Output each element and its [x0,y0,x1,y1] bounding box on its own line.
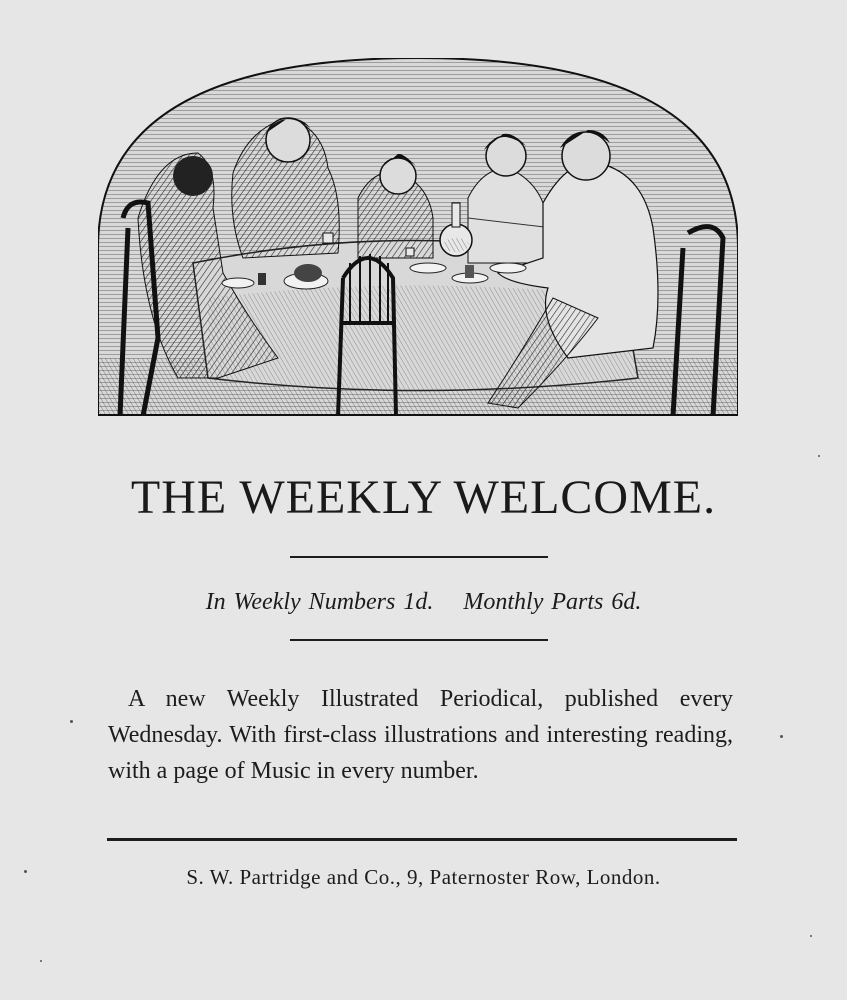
paper-speck [40,960,42,962]
periodical-title: THE WEEKLY WELCOME. [130,471,717,524]
divider-rule [290,556,548,558]
description-paragraph: A new Weekly Illustrated Periodical, published every Wednesday. With first-class illustrations and interesting reading, with a page of Music in every number. [108,686,733,784]
divider-rule [290,639,548,641]
monthly-price: Monthly Parts 6d. [463,589,642,615]
paper-speck [24,870,27,873]
publisher-imprint: S. W. Partridge and Co., 9, Paternoster Row, London. [186,865,661,889]
divider-rule-long [107,838,737,841]
weekly-price: In Weekly Numbers 1d. [205,589,434,615]
family-tea-table-engraving [98,58,738,416]
paper-speck [818,455,820,457]
pricing-line [0,588,847,617]
paper-speck [70,720,73,723]
paper-speck [810,935,812,937]
paper-speck [780,735,783,738]
